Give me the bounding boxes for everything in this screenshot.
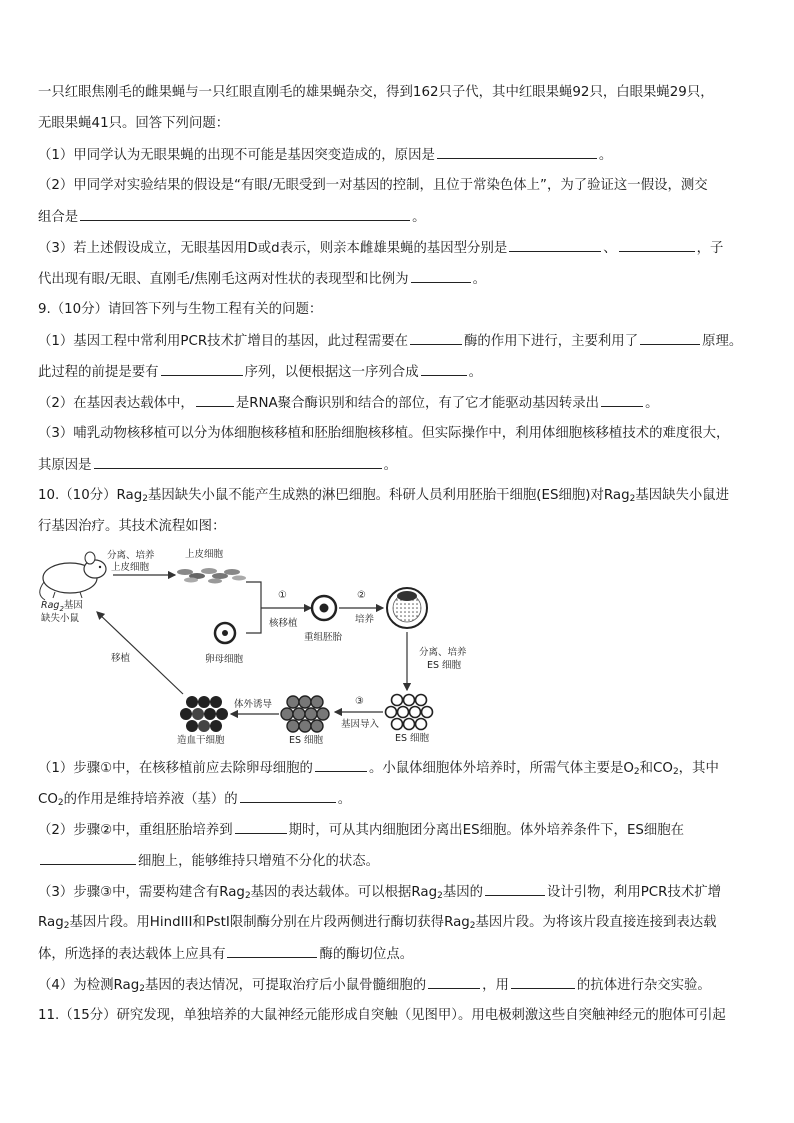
epithelial-cells-icon [177,568,246,584]
svg-text:培养: 培养 [355,614,375,625]
mouse-label: 缺失小鼠 [41,613,80,624]
q10-title-line2: 行基因治疗。其技术流程如图： [38,519,226,534]
q10-part3-line3: 体，所选择的表达载体上应具有 酶的酶切位点。 [38,947,414,962]
svg-text:基因导入: 基因导入 [341,719,380,730]
q9-part3-line1: （3）哺乳动物核移植可以分为体细胞核移植和胚胎细胞核移植。但实际操作中，利用体细胞核移植技术的难度很大， [38,426,730,441]
svg-text:上皮细胞: 上皮细胞 [111,562,150,573]
answer-blank [94,456,382,469]
svg-text:分离、培养: 分离、培养 [419,647,467,658]
q8-part2-line2: 组合是 。 [38,210,426,225]
q11-line1: 11.（15分）研究发现，单独培养的大鼠神经元能形成自突触（见图甲）。用电极刺激这些自突触神经元的胞体可引起 [38,1008,726,1023]
epithelial-label: 上皮细胞 [185,549,224,560]
q10-part2-line2: 细胞上，能够维持只增殖不分化的状态。 [38,852,379,871]
answer-blank [640,332,700,345]
svg-text:ES 细胞: ES 细胞 [427,660,462,671]
hematopoietic-cells-icon [180,696,228,732]
q8-part2-line1: （2）甲同学对实验结果的假设是“有眼/无眼受到一对基因的控制，且位于常染色体上”，为了验证这一假设，测交 [38,178,708,193]
svg-text:③: ③ [355,696,364,707]
answer-blank [227,945,317,958]
q10-part1-line1: （1）步骤①中，在核移植前应去除卵母细胞的 。小鼠体细胞体外培养时，所需气体主要是$O_2$和$CO_2$，其中 [38,761,719,777]
arrow-transplant [97,612,183,694]
mouse-icon [40,552,106,600]
q8-part3-line1: （3）若上述假设成立，无眼基因用D或d表示，则亲本雌雄果蝇的基因型分别是 、 ，子 [38,241,724,256]
q9-title: 9.（10分）请回答下列与生物工程有关的问题： [38,302,323,317]
answer-blank [509,239,601,252]
svg-text:ES 细胞: ES 细胞 [395,733,430,744]
svg-text:体外诱导: 体外诱导 [234,699,273,710]
q10-part1-line2: $CO_2$的作用是维持培养液（基）的 。 [38,792,352,808]
q9-part2: （2）在基因表达载体中， 是RNA聚合酶识别和结合的部位，有了它才能驱动基因转录出 。 [38,396,659,411]
q9-part3-line2: 其原因是 。 [38,458,397,473]
es-cells-modified-icon [281,696,329,732]
answer-blank [410,332,462,345]
svg-text:核移植: 核移植 [269,618,298,629]
es-cells-hollow-icon [386,695,433,730]
answer-blank [601,394,643,407]
svg-text:②: ② [357,590,366,601]
oocyte-label: 卵母细胞 [205,654,244,665]
answer-blank [421,363,467,376]
answer-blank [315,759,367,772]
hsc-label: 造血干细胞 [177,735,225,746]
answer-blank [80,208,410,221]
merge-bracket [246,582,261,633]
svg-text:移植: 移植 [111,653,131,664]
gene-therapy-flowchart [35,542,467,747]
answer-blank [40,852,136,865]
q10-part4: （4）为检测Rag$_2$基因的表达情况，可提取治疗后小鼠骨髓细胞的 ，用 的抗体进行杂交实验。 [38,978,711,994]
q8-intro-line2: 无眼果蝇41只。回答下列问题： [38,116,230,131]
q10-part3-line2: Rag$_2$基因片段。用HindIII和PstⅠ限制酶分别在片段两侧进行酶切获得Rag$_2$基因片段。为将该片段直接连接到表达载 [38,915,717,931]
oocyte-icon [215,623,235,643]
svg-text:①: ① [278,590,287,601]
svg-text:Rag2基因: Rag$_2$基因 [41,600,83,613]
answer-blank [619,239,695,252]
answer-blank [235,821,287,834]
reconstructed-embryo-icon [312,596,336,620]
q10-part2-line1: （2）步骤②中，重组胚胎培养到 期时，可从其内细胞团分离出ES细胞。体外培养条件下，ES细胞在 [38,823,685,838]
answer-blank [485,883,545,896]
svg-text:分离、培养: 分离、培养 [107,550,155,561]
svg-text:ES 细胞: ES 细胞 [289,735,324,746]
answer-blank [196,394,234,407]
answer-blank [437,146,597,159]
q8-part3-line2: 代出现有眼/无眼、直刚毛/焦刚毛这两对性状的表现型和比例为 。 [38,272,486,287]
q10-title-line1: 10.（10分）Rag$_2$基因缺失小鼠不能产生成熟的淋巴细胞。科研人员利用胚胎干细胞(ES细胞)对Rag$_2$基因缺失小鼠进 [38,488,730,504]
answer-blank [428,976,480,989]
q8-part1: （1）甲同学认为无眼果蝇的出现不可能是基因突变造成的，原因是 。 [38,148,613,163]
q8-intro-line1: 一只红眼焦刚毛的雌果蝇与一只红眼直刚毛的雄果蝇杂交，得到162只子代，其中红眼果蝇92只，白眼果蝇29只， [38,85,714,100]
answer-blank [411,270,471,283]
q9-part1-line1: （1）基因工程中常利用PCR技术扩增目的基因，此过程需要在 酶的作用下进行，主要利用了 原理。 [38,334,743,349]
q9-part1-line2: 此过程的前提是要有 序列，以便根据这一序列合成 。 [38,365,482,380]
answer-blank [161,363,243,376]
blastocyst-icon [387,588,427,628]
embryo-label: 重组胚胎 [304,632,343,643]
answer-blank [240,790,336,803]
answer-blank [511,976,575,989]
q10-part3-line1: （3）步骤③中，需要构建含有Rag$_2$基因的表达载体。可以根据Rag$_2$基因的 设计引物，利用PCR技术扩增 [38,885,722,901]
